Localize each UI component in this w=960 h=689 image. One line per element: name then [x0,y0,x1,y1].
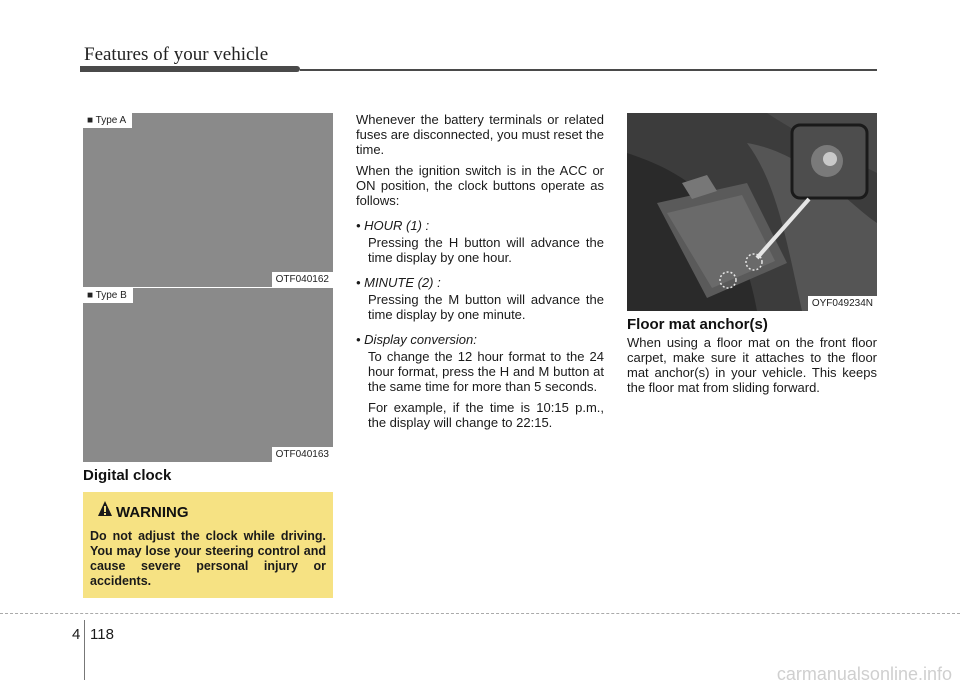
display-conversion-label: • Display conversion: [356,332,477,347]
digital-clock-title: Digital clock [83,467,172,484]
clock-photo-type-a [83,113,333,287]
warning-box [83,492,333,598]
hour-label: • HOUR (1) : [356,218,430,233]
header-rule-thin [300,69,877,71]
floor-mat-title: Floor mat anchor(s) [627,316,768,333]
warning-triangle-icon [97,500,113,518]
warning-heading: WARNING [116,504,189,521]
page-header-title: Features of your vehicle [84,44,269,65]
chapter-number: 4 [72,626,81,643]
floor-mat-text: When using a floor mat on the front floor carpet, make sure it attaches to the floor mat anchor(s) in your vehicle. This keeps the floor mat from sliding forward. [627,335,877,395]
minute-text: Pressing the M button will advance the time display by one minute. [368,292,604,322]
digital-clock-body [356,112,604,436]
type-b-image-code: OTF040163 [272,447,333,462]
footer-dashed-line [0,613,960,614]
floor-mat-image-code: OYF049234N [808,296,877,311]
clock-photo-type-b [83,288,333,462]
header-rule-thick [80,66,300,72]
floor-mat-photo [627,113,877,311]
type-a-label: ■ Type A [83,113,132,128]
display-conversion-text: To change the 12 hour format to the 24 hour format, press the H and M button at the same time for more than 5 seconds. [368,349,604,394]
page-number: 118 [90,626,114,643]
hour-text: Pressing the H button will advance the time display by one hour. [368,235,604,265]
footer-page-divider [84,620,85,680]
type-b-label: ■ Type B [83,288,133,303]
clock-intro-2: When the ignition switch is in the ACC or ON position, the clock buttons operate as follows: [356,163,604,208]
display-conversion-example: For example, if the time is 10:15 p.m., the display will change to 22:15. [368,400,604,430]
warning-text: Do not adjust the clock while driving. You may lose your steering control and cause severe personal injury or accidents. [90,529,326,588]
clock-intro-1: Whenever the battery terminals or related fuses are disconnected, you must reset the time. [356,112,604,157]
watermark: carmanualsonline.info [776,664,952,684]
minute-label: • MINUTE (2) : [356,275,441,290]
type-a-image-code: OTF040162 [272,272,333,287]
